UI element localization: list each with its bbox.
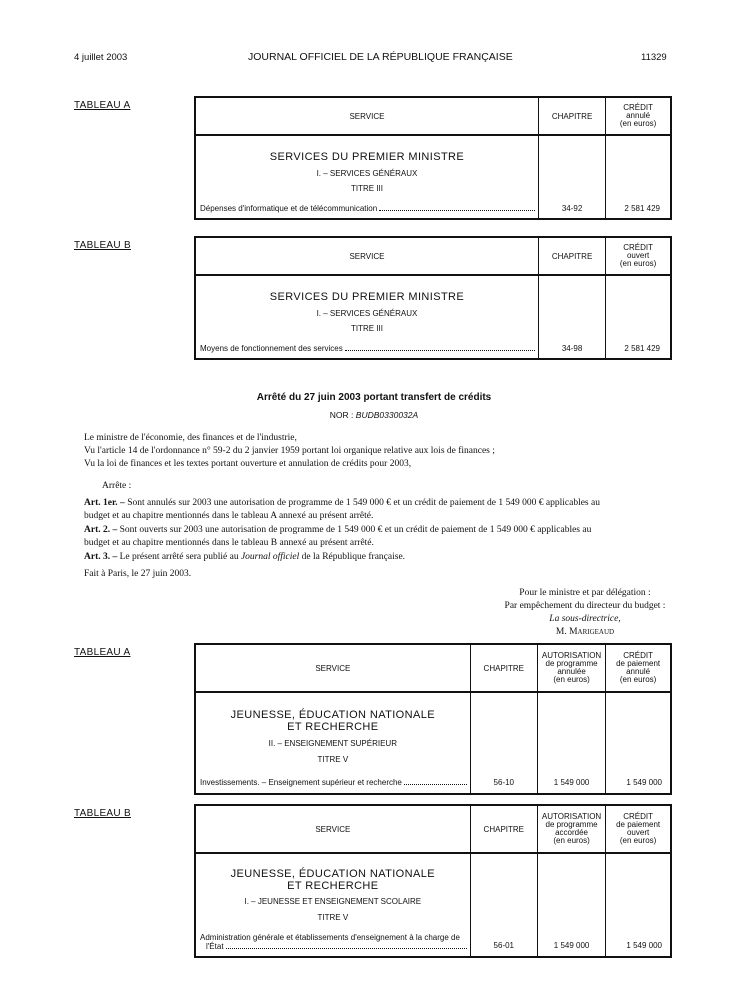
table3-chapitre-value: 56-10 bbox=[493, 778, 515, 787]
table2-label: TABLEAU B bbox=[74, 240, 131, 251]
article-3: Art. 3. – Le présent arrêté sera publié au Journal officiel de la République française. bbox=[84, 552, 406, 562]
table1-ministry: SERVICES DU PREMIER MINISTRE bbox=[269, 151, 465, 163]
arrete-minister: Le ministre de l'économie, des finances et de l'industrie, bbox=[84, 433, 297, 443]
table3-ap-amount: 1 549 000 bbox=[553, 778, 590, 787]
table2-section: I. – SERVICES GÉNÉRAUX bbox=[316, 309, 418, 318]
table1-titre: TITRE III bbox=[350, 184, 383, 193]
table1-col-service: SERVICE bbox=[195, 97, 538, 135]
table2-col-service: SERVICE bbox=[195, 237, 538, 275]
table3 bbox=[194, 643, 672, 795]
arrete-visa-1: Vu l'article 14 de l'ordonnance n° 59-2 du 2 janvier 1959 portant loi organique relative aux lois de finances ; bbox=[84, 446, 495, 456]
table4-line-item: Administration générale et établissements d'enseignement à la charge de l'État bbox=[200, 933, 470, 951]
table4-section: I. – JEUNESSE ET ENSEIGNEMENT SCOLAIRE bbox=[244, 897, 422, 906]
table1-line-item: Dépenses d'informatique et de télécommunication bbox=[200, 204, 538, 213]
table2-col-chapitre: CHAPITRE bbox=[538, 237, 605, 275]
fait-a-paris: Fait à Paris, le 27 juin 2003. bbox=[84, 569, 192, 579]
table4-col-ap: AUTORISATION de programme accordée (en euros) bbox=[537, 805, 605, 853]
table3-col-chapitre: CHAPITRE bbox=[470, 644, 537, 692]
table2-ministry: SERVICES DU PREMIER MINISTRE bbox=[269, 291, 465, 303]
arrete-nor: NOR : BUDB0330032A bbox=[329, 410, 419, 420]
table3-service-cell bbox=[195, 692, 470, 794]
table4-service-cell bbox=[195, 853, 470, 957]
table3-titre: TITRE V bbox=[317, 755, 349, 764]
table4-col-chapitre: CHAPITRE bbox=[470, 805, 537, 853]
header-journal-title: JOURNAL OFFICIEL DE LA RÉPUBLIQUE FRANÇAISE bbox=[248, 51, 513, 63]
table2-service-cell bbox=[195, 275, 538, 359]
table2-chapitre-value: 34-98 bbox=[561, 344, 583, 353]
table1-chapitre-value: 34-92 bbox=[561, 204, 583, 213]
article-1: Art. 1er. – Sont annulés sur 2003 une autorisation de programme de 1 549 000 € et un crédit de paiement de 1 549 000 € applicables au budget et au chapitre mentionnés dans le tableau A annexé au présent arrêté. bbox=[84, 498, 600, 521]
table2-titre: TITRE III bbox=[350, 324, 383, 333]
table3-label: TABLEAU A bbox=[74, 647, 131, 658]
table3-cp-amount: 1 549 000 bbox=[626, 778, 662, 787]
arrete-preamble bbox=[84, 432, 684, 471]
table4 bbox=[194, 804, 672, 958]
table4-ap-amount: 1 549 000 bbox=[553, 941, 590, 950]
table2-col-credit: CRÉDIT ouvert (en euros) bbox=[606, 237, 671, 275]
table2 bbox=[194, 236, 672, 360]
table3-col-cp: CRÉDIT de paiement annulé (en euros) bbox=[606, 644, 671, 692]
arrete-arrete: Arrête : bbox=[102, 481, 132, 491]
table1-amount: 2 581 429 bbox=[624, 204, 660, 213]
signature-block: Pour le ministre et par délégation : Par empêchement du directeur du budget : La sous-directrice, M. Marigeaud bbox=[504, 588, 666, 637]
table1 bbox=[194, 96, 672, 220]
table1-service-cell bbox=[195, 135, 538, 219]
table4-col-cp: CRÉDIT de paiement ouvert (en euros) bbox=[606, 805, 671, 853]
table1-col-chapitre: CHAPITRE bbox=[538, 97, 605, 135]
table1-label: TABLEAU A bbox=[74, 100, 131, 111]
table4-ministry: JEUNESSE, ÉDUCATION NATIONALE ET RECHERCHE bbox=[230, 868, 435, 892]
table1-col-credit: CRÉDIT annulé (en euros) bbox=[606, 97, 671, 135]
table3-ministry: JEUNESSE, ÉDUCATION NATIONALE ET RECHERCHE bbox=[230, 709, 435, 733]
header-date: 4 juillet 2003 bbox=[74, 52, 128, 63]
header-page-number: 11329 bbox=[641, 52, 667, 63]
table4-chapitre-value: 56-01 bbox=[493, 941, 515, 950]
arrete-title: Arrêté du 27 juin 2003 portant transfert de crédits bbox=[256, 392, 492, 403]
table4-label: TABLEAU B bbox=[74, 808, 131, 819]
table3-col-service: SERVICE bbox=[195, 644, 470, 692]
table1-section: I. – SERVICES GÉNÉRAUX bbox=[316, 169, 418, 178]
table4-col-service: SERVICE bbox=[195, 805, 470, 853]
signatory-name: Marigeaud bbox=[569, 627, 615, 637]
table4-titre: TITRE V bbox=[317, 913, 349, 922]
table3-section: II. – ENSEIGNEMENT SUPÉRIEUR bbox=[268, 739, 397, 748]
table3-col-ap: AUTORISATION de programme annulée (en euros) bbox=[537, 644, 605, 692]
table2-amount: 2 581 429 bbox=[624, 344, 660, 353]
article-2: Art. 2. – Sont ouverts sur 2003 une autorisation de programme de 1 549 000 € et un crédit de paiement de 1 549 000 € applicables au budget et au chapitre mentionnés dans le tableau B annexé au présent arrêté. bbox=[84, 525, 592, 548]
table4-cp-amount: 1 549 000 bbox=[626, 941, 662, 950]
arrete-visa-2: Vu la loi de finances et les textes portant ouverture et annulation de crédits pour 2003, bbox=[84, 459, 412, 469]
table3-line-item: Investissements. – Enseignement supérieur et recherche bbox=[200, 778, 470, 787]
table2-line-item: Moyens de fonctionnement des services bbox=[200, 344, 538, 353]
